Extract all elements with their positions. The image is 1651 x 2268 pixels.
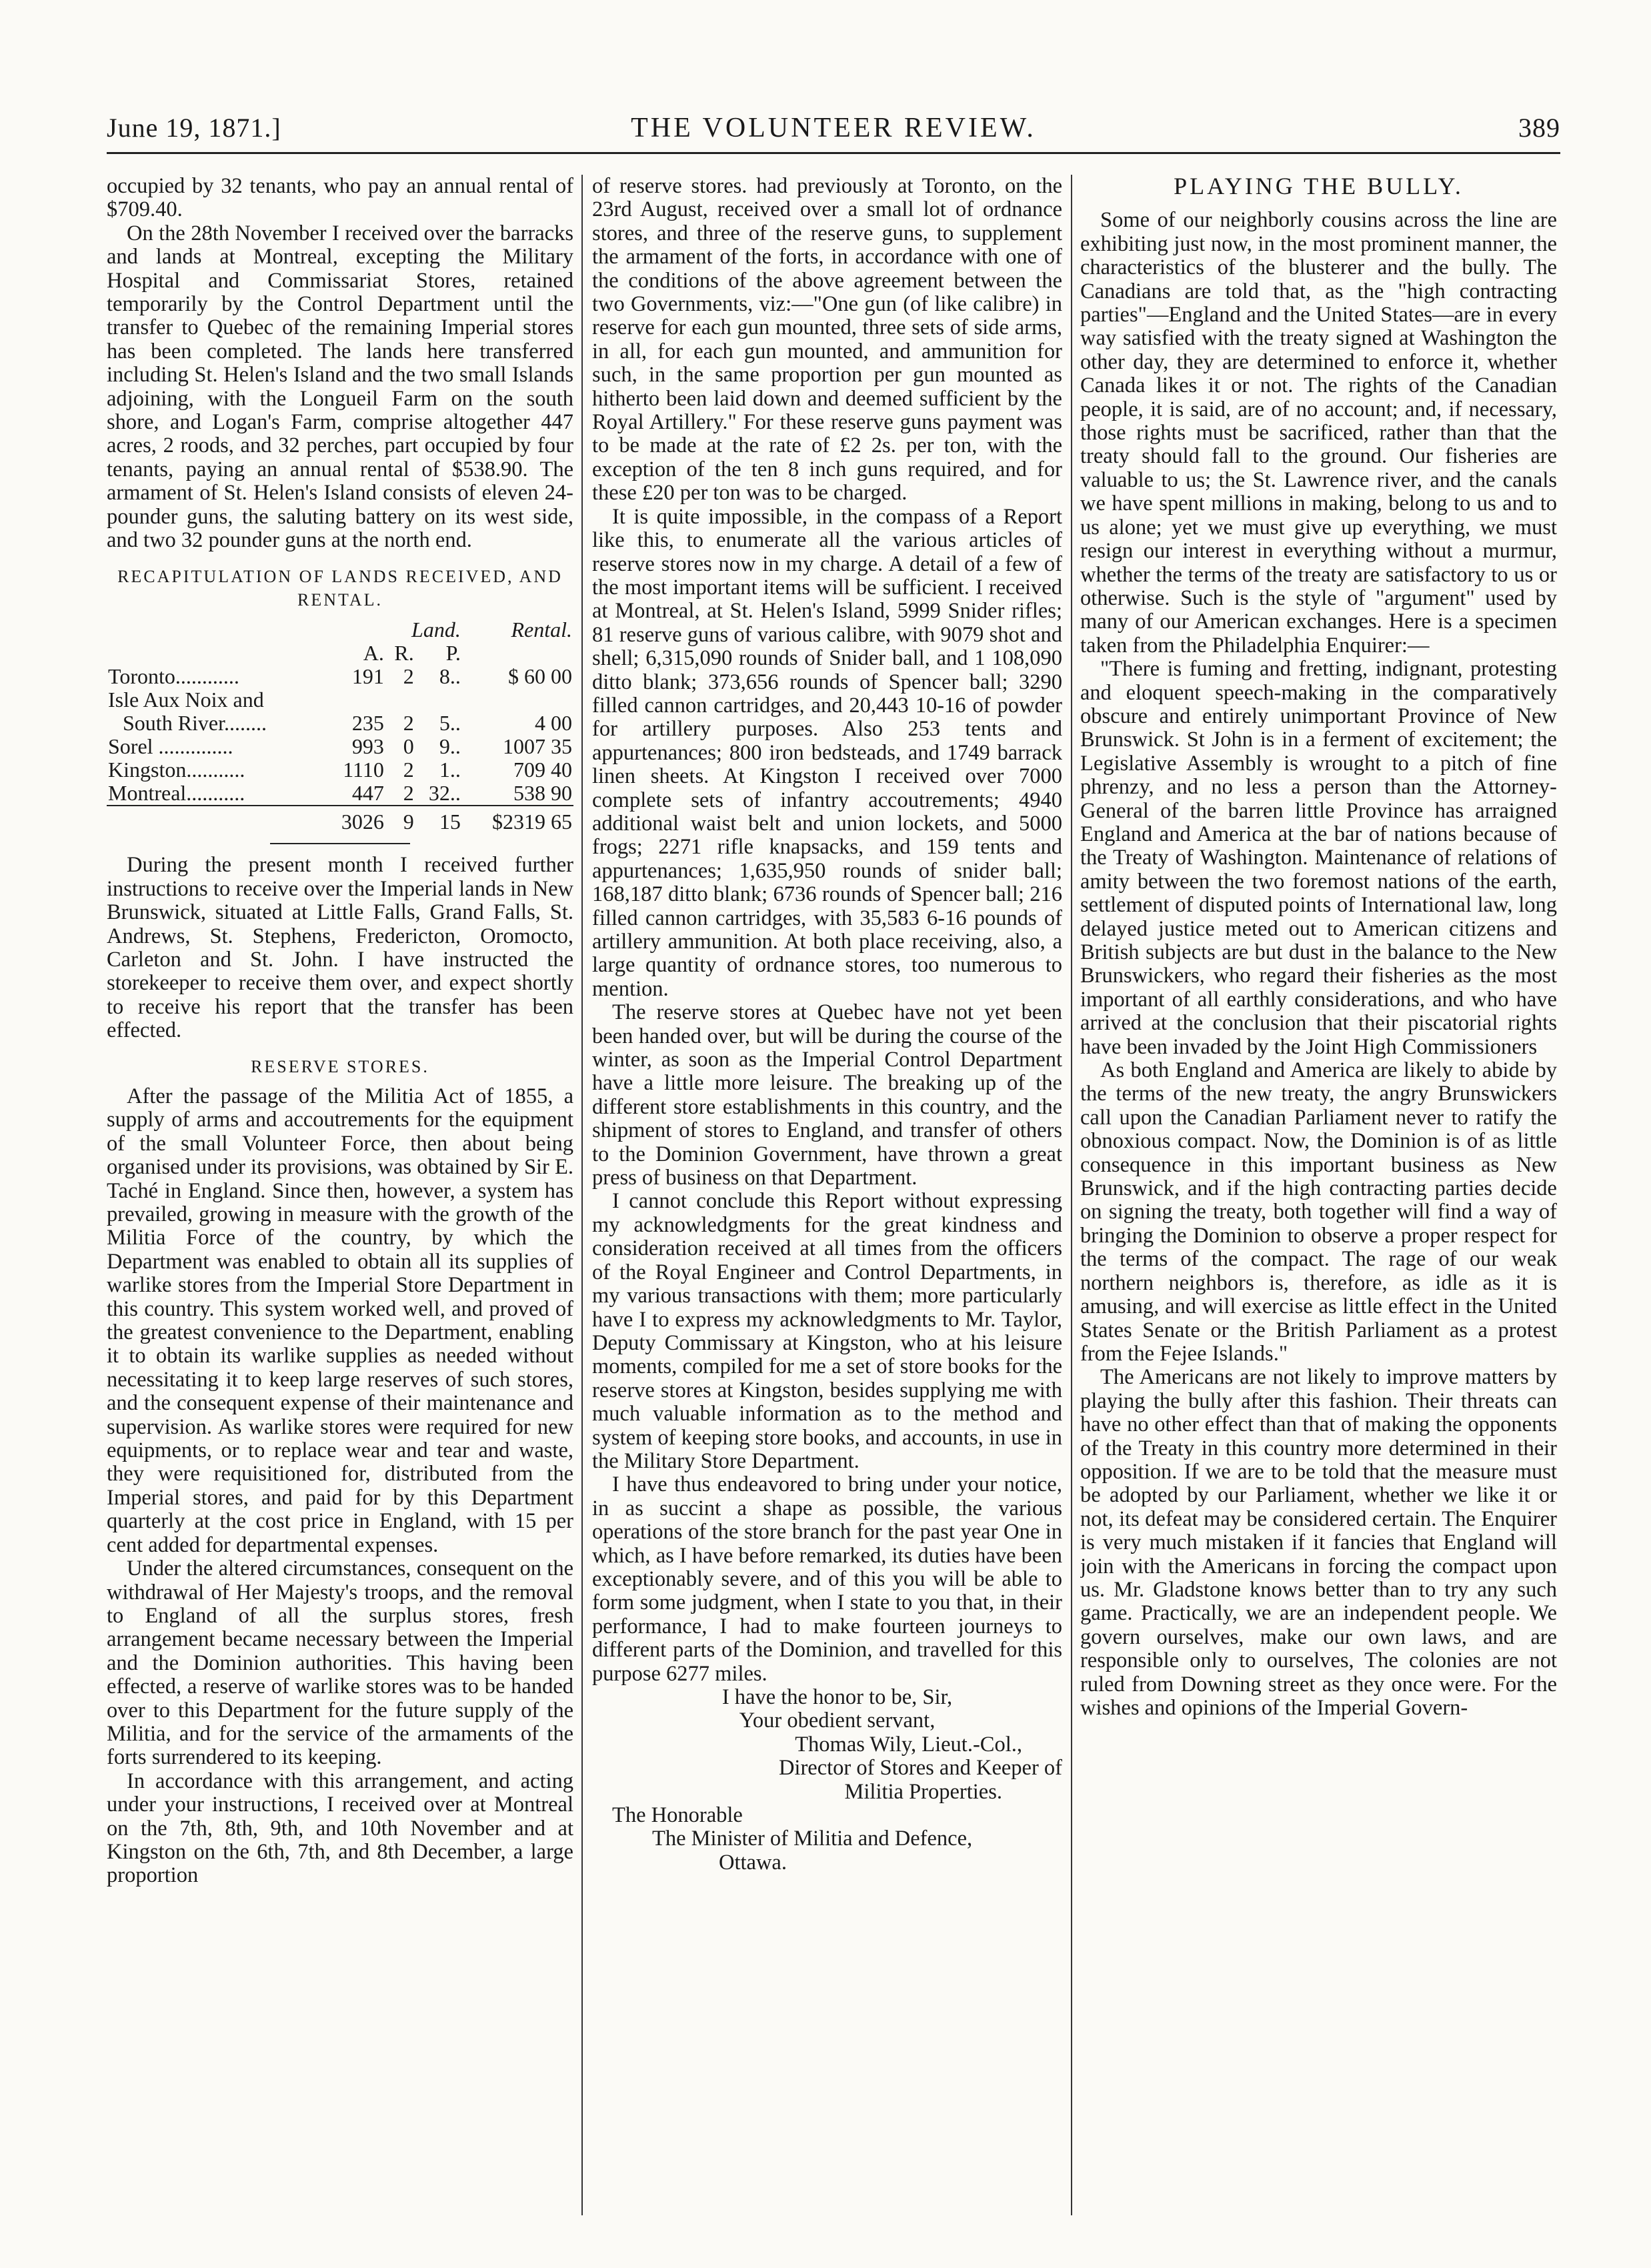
table-cell: Sorel .............. [108,734,233,759]
signature-name: Thomas Wily, Lieut.-Col., [795,1732,1022,1757]
table-cell: 0 [403,734,414,759]
signature-line: Militia Properties. [844,1779,1002,1804]
column-subheader: P. [445,641,461,666]
table-cell: 447 [351,781,384,806]
table-cell: Montreal........... [108,781,245,806]
table-cell: 8.. [439,664,461,689]
address-line: Ottawa. [719,1850,787,1875]
table-cell: $2319 65 [462,806,573,834]
table-cell: 1.. [439,758,461,782]
table-row [107,735,573,758]
table-row [107,712,573,735]
column-rule [1071,175,1072,2215]
column-header: Rental. [511,618,572,642]
table-row [107,782,573,806]
table-row [107,758,573,782]
table-cell: 9 [385,806,415,834]
column-three [1080,175,1557,2209]
table-cell: 191 [351,664,384,689]
table-cell: 2 [403,781,414,806]
table-cell: 1007 35 [503,734,572,759]
column-two [592,175,1062,2209]
column-one [107,175,573,2209]
table-cell: 2 [403,758,414,782]
table-cell: $ 60 00 [508,664,572,689]
paragraph: of reserve stores. had previously at Toronto, on the 23rd August, received over a small lot of ordnance stores, and three of the reserve guns, to supplement the armament of the forts, in accordance with one of the conditions of the above agreement between the two Governments, viz:—"One gun (of like calibre) in reserve for each gun mounted, three sets of side arms, in all, for each gun mounted, and ammunition for such, in the same proportion per gun mounted as hitherto been laid down and deemed sufficient by the Royal Artillery." For these reserve guns payment was to be made at the rate of £2 2s. per ton, with the exception of the ten 8 inch guns required, and for these £20 per ton was to be charged. [592,175,1062,505]
table-cell: South River........ [123,711,267,736]
address-line: The Honorable [612,1803,743,1828]
table-cell: 538 90 [513,781,572,806]
table-cell: 15 [415,806,462,834]
paragraph: On the 28th November I received over the barracks and lands at Montreal, excepting the Military Hospital and Commissariat Stores, retained temporarily by the Control Department until the transfer to Quebec of the remaining Imperial stores has been completed. The lands here transferred including St. Helen's Island and the two small Islands adjoining, with the Longueil Farm on the south shore, and Logan's Farm, comprise altogether 447 acres, 2 roods, and 32 perches, part occupied by four tenants, paying an annual rental of $538.90. The armament of St. Helen's Island consists of eleven 24-pounder guns, the saluting battery on its west side, and two 32 pounder guns at the north end. [107,221,573,553]
table-cell: 2 [403,664,414,689]
address-line: The Minister of Militia and Defence, [652,1827,973,1851]
column-subheader: R. [394,641,414,666]
table-cell: Isle Aux Noix and [108,688,264,712]
table-cell: 32.. [428,781,461,806]
table-row [107,688,573,712]
table-cell: 4 00 [535,711,572,736]
table-row [107,665,573,688]
paragraph: After the passage of the Militia Act of 1855, a supply of arms and accoutrements for the equipment of the small Volunteer Force, then about being organised under its provisions, was obtained by Sir E. Taché in England. Since then, however, a system has prevailed, growing in measure with the growth of the Militia Force of the country, by which the Department was enabled to obtain all its supplies of warlike stores from the Imperial Store Department in this country. This system worked well, and proved of the greatest convenience to the Department, enabling it to obtain its warlike supplies as needed without necessitating it to keep large reserves of such stores, and the consequent expense of their maintenance and supervision. As warlike stores were required for new equipments, or to replace wear and tear and waste, they were requisitioned for, distributed from the Imperial stores, and paid for by this Department quarterly at the cost price in England, with 15 per cent added for departmental expenses. [107,1084,573,1557]
table-cell: 5.. [439,711,461,736]
divider [270,843,410,844]
paragraph: The reserve stores at Quebec have not yet been been handed over, but will be during the course of the winter, as soon as the Imperial Control Department have a little more leisure. The breaking up of the different store establishments in this country, and the shipment of stores to England, and transfer of others to the Dominion Government, have thrown a great press of business on that Department. [592,1000,1062,1190]
signature-line: I have the honor to be, Sir, [721,1685,953,1709]
table-cell: 235 [351,711,384,736]
header-rule [107,152,1560,154]
table-total-row [107,806,573,834]
paragraph: During the present month I received further instructions to receive over the Imperial lands in New Brunswick, situated at Little Falls, Grand Falls, St. Andrews, St. Stephens, Fredericton, Oromocto, Carleton and St. John. I have instructed the storekeeper to receive them over, and expect shortly to receive his report that the transfer has been effected. [107,853,573,1043]
lands-recap-table [107,618,573,834]
section-heading: RECAPITULATION OF LANDS RECEIVED, AND RENTAL. [117,566,563,610]
table-cell: 9.. [439,734,461,759]
signature-line: Director of Stores and Keeper of [778,1756,1062,1781]
table-cell: 993 [351,734,384,759]
table-cell: 709 40 [513,758,572,782]
paragraph: The Americans are not likely to improve matters by playing the bully after this fashion. Their threats can have no other effect than that of making the opponents of the Treaty in this country more determined in their opposition. If we are to be told that the measure must be adopted by our Parliament, whether we like it or not, its defeat may be considered certain. The Enquirer is very much mistaken if it fancies that England will join with the Americans in forcing the compact upon us. Mr. Gladstone knows better than to try any such game. Practically, we are an independent people. We govern ourselves, make our own laws, and are responsible only to ourselves, The colonies are not ruled from Downing street as they once were. For the wishes and opinions of the Imperial Govern- [1080,1365,1557,1720]
table-cell: 2 [403,711,414,736]
paragraph: I cannot conclude this Report without expressing my acknowledgments for the great kindness and consideration received at all times from the officers of the Royal Engineer and Control Departments, in my various transactions with them; more particularly have I to express my acknowledgments to Mr. Taylor, Deputy Commissary at Kingston, who at his leisure moments, compiled for me a set of store books for the reserve stores at Kingston, besides supplying me with much valuable information as to the method and system of keeping store books, and accounts, in use in the Military Store Department. [592,1189,1062,1473]
table-cell: 3026 [324,806,385,834]
paragraph: It is quite impossible, in the compass of a Report like this, to enumerate all the various articles of reserve stores now in my charge. A detail of a few of the most important items will be sufficient. I received at Montreal, at St. Helen's Island, 5999 Snider rifles; 81 reserve guns of various calibre, with 9079 shot and shell; 6,315,090 rounds of Snider ball, and 1 108,090 ditto blank; 373,656 rounds of Spencer ball; 3290 filled cannon cartridges, and 20,443 10-16 of powder for artillery purposes. Also 253 tents and appurtenances; 800 iron bedsteads, and 1749 barrack linen sheets. At Kingston I received over 7000 complete sets of infantry accoutrements; 4940 additional waist belt and union lockets, and 5000 frogs; 2271 rifle knapsacks, and 159 tents and appurtenances; 1,635,950 rounds of snider ball; 168,187 ditto blank; 6736 rounds of Spencer ball; 216 filled cannon cartridges, with 35,583 6-16 pounds of artillery ammunition. At both place receiving, also, a large quantity of ordnance stores, too numerous to mention. [592,504,1062,1001]
paragraph: occupied by 32 tenants, who pay an annual rental of $709.40. [107,175,573,222]
section-heading: RESERVE STORES. [251,1056,429,1076]
signature-line: Your obedient servant, [739,1709,936,1733]
page-number: 389 [1518,113,1560,143]
table-cell: Kingston........... [108,758,245,782]
column-header: Land. [411,618,461,642]
paragraph: In accordance with this arrangement, and acting under your instructions, I received over at Montreal on the 7th, 8th, 9th, and 10th November and at Kingston on the 6th, 7th, and 8th December, a large proportion [107,1769,573,1888]
column-rule [581,175,583,2215]
paragraph: Under the altered circumstances, consequent on the withdrawal of Her Majesty's troops, and the removal to England of all the surplus stores, fresh arrangement became necessary between the Imperial and the Dominion authorities. This having been effected, a reserve of warlike stores was to be handed over to this Department for the future supply of the Militia, and for the service of the armaments of the forts surrendered to its keeping. [107,1556,573,1770]
article-title: PLAYING THE BULLY. [1174,175,1464,199]
paragraph: "There is fuming and fretting, indignant, protesting and eloquent speech-making in the comparatively obscure and entirely unimportant Province of New Brunswick. St John is in a ferment of excitement; the Legislative Assembly is wrought to a pitch of fine phrenzy, and no less a person than the Attorney-General of the barren little Province has arraigned England and America at the bar of nations because of the Treaty of Washington. Maintenance of relations of amity between the two foremost nations of the earth, settlement of disputed points of International law, long delayed justice meted out to American citizens and British subjects are but dust in the balance to the New Brunswickers, who regard their fisheries as the most important of all earthly considerations, and who have arrived at the conclusion that their piscatorial rights have been invaded by the Joint High Commissioners [1080,657,1557,1059]
column-subheader: A. [363,641,384,666]
table-cell: 1110 [343,758,384,782]
paragraph: Some of our neighborly cousins across the line are exhibiting just now, in the most prominent manner, the characteristics of the blusterer and the bully. The Canadians are told that, as the "high contracting parties"—England and the United States—are in every way satisfied with the treaty signed at Washington the other day, they are determined to enforce it, whether Canada likes it or not. The rights of the Canadian people, it is said, are of no account; and, if necessary, those rights must be sacrificed, rather than that the treaty should fall to the ground. Our fisheries are valuable to us; the St. Lawrence river, and the canals we have spent millions in making, belong to us and to us alone; yet we must give up everything, we must resign our interest in everything without a murmur, whether the terms of the treaty are satisfactory to us or otherwise. Such is the style of "argument" used by many of our American exchanges. Here is a specimen taken from the Philadelphia Enquirer:— [1080,208,1557,658]
issue-date: June 19, 1871.] [107,113,281,143]
table-cell: Toronto............ [108,664,239,689]
paragraph: As both England and America are likely to abide by the terms of the new treaty, the angry Brunswickers call upon the Canadian Parliament never to ratify the obnoxious compact. Now, the Dominion is of as little consequence in this important business as New Brunswick, and if the high contracting parties decide on signing the treaty, both together will find a way of bringing the Dominion to observe a proper respect for the terms of the compact. The rage of our weak northern neighbors is, therefore, as idle as it is amusing, and will exercise as little effect in the United States Senate or the British Parliament as a protest from the Fejee Islands." [1080,1058,1557,1366]
paragraph: I have thus endeavored to bring under your notice, in as succint a shape as possible, the various operations of the store branch for the past year One in which, as I have before remarked, its duties have been exceptionably severe, and of this you will be able to form some judgment, when I state to you that, in their performance, I had to make fourteen journeys to different parts of the Dominion, and travelled for this purpose 6277 miles. [592,1472,1062,1686]
publication-title: THE VOLUNTEER REVIEW. [631,113,1036,143]
